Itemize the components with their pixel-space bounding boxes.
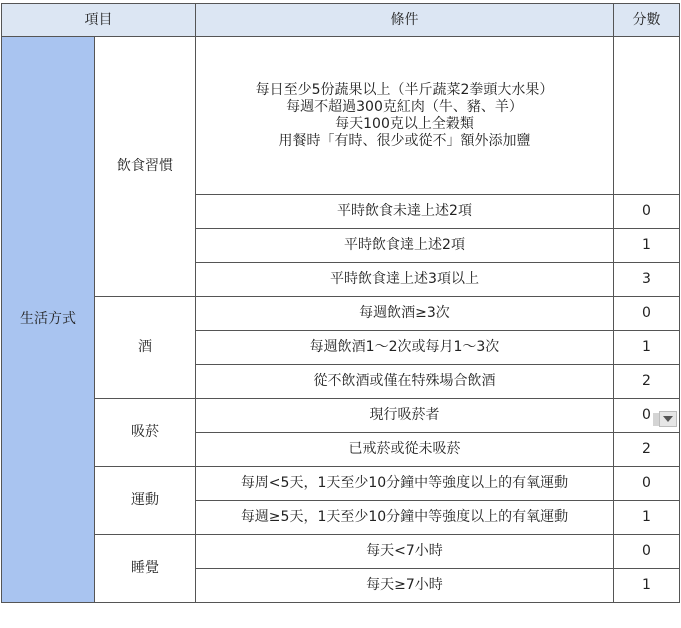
condition-cell: 每週飲酒≥3次 <box>196 297 614 331</box>
group-name-exercise: 運動 <box>95 467 196 535</box>
condition-cell: 平時飲食達上述3項以上 <box>196 263 614 297</box>
group-name-alcohol: 酒 <box>95 297 196 399</box>
condition-cell: 從不飲酒或僅在特殊場合飲酒 <box>196 365 614 399</box>
table-row <box>2 467 680 501</box>
score-cell: 0 <box>614 467 680 501</box>
condition-cell: 已戒菸或從未吸菸 <box>196 433 614 467</box>
group-name-smoking: 吸菸 <box>95 399 196 467</box>
diet-description-line: 每天100克以上全穀類 <box>335 115 474 132</box>
condition-cell: 平時飲食達上述2項 <box>196 229 614 263</box>
score-cell: 1 <box>614 229 680 263</box>
condition-cell: 每週飲酒1～2次或每月1～3次 <box>196 331 614 365</box>
condition-cell: 平時飲食未達上述2項 <box>196 195 614 229</box>
condition-cell: 每周<5天，1天至少10分鐘中等強度以上的有氧運動 <box>196 467 614 501</box>
table-row <box>2 399 680 433</box>
group-name-sleep: 睡覺 <box>95 535 196 603</box>
header-score: 分數 <box>614 4 680 37</box>
score-cell-with-dropdown[interactable] <box>614 399 680 433</box>
score-cell: 0 <box>614 195 680 229</box>
diet-description-line: 每日至少5份蔬果以上（半斤蔬菜2拳頭大水果） <box>255 81 554 98</box>
condition-cell: 每天<7小時 <box>196 535 614 569</box>
diet-description-score <box>614 37 680 195</box>
score-cell: 2 <box>614 365 680 399</box>
condition-cell: 每週≥5天，1天至少10分鐘中等強度以上的有氧運動 <box>196 501 614 535</box>
table-row <box>2 535 680 569</box>
score-cell: 0 <box>614 535 680 569</box>
table-row <box>2 297 680 331</box>
diet-description <box>196 37 614 195</box>
score-value: 0 <box>642 407 651 423</box>
chevron-down-icon[interactable] <box>659 411 677 427</box>
header-condition: 條件 <box>196 4 614 37</box>
header-category: 項目 <box>2 4 196 37</box>
scoring-table <box>1 3 680 603</box>
score-cell: 0 <box>614 297 680 331</box>
score-cell: 1 <box>614 501 680 535</box>
diet-description-line: 每週不超過300克紅肉（牛、豬、羊） <box>286 98 523 115</box>
score-cell: 1 <box>614 569 680 603</box>
category-lifestyle: 生活方式 <box>2 37 95 603</box>
score-cell: 2 <box>614 433 680 467</box>
condition-cell: 現行吸菸者 <box>196 399 614 433</box>
diet-description-line: 用餐時「有時、很少或從不」額外添加鹽 <box>278 132 531 149</box>
score-cell: 3 <box>614 263 680 297</box>
condition-cell: 每天≥7小時 <box>196 569 614 603</box>
score-cell: 1 <box>614 331 680 365</box>
group-name-diet: 飲食習慣 <box>95 37 196 297</box>
